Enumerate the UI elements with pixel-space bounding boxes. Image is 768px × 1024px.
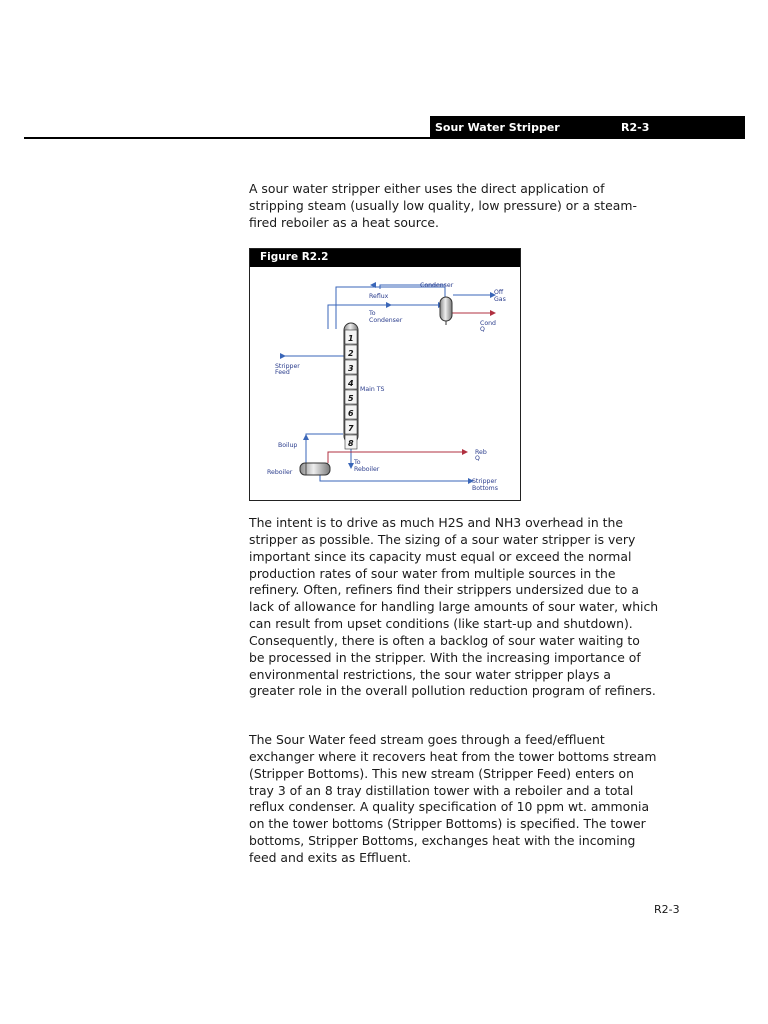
figure-r2-2: [249, 248, 521, 501]
tray-6: [345, 405, 357, 419]
header-rule: [24, 137, 745, 139]
energy-arrows: [462, 310, 496, 455]
label-to-condenser-line2: Condenser: [369, 317, 403, 324]
figure-caption: [250, 249, 520, 267]
tray-1: [345, 330, 357, 344]
tray-5: [345, 390, 357, 404]
header-page-number: R2-3: [621, 121, 650, 134]
label-cond-q-line1: Cond: [480, 320, 496, 327]
intro-paragraph: A sour water stripper either uses the direct application of stripping steam (usually low quality, low pressure) or a steam-fired reboiler as a heat source.: [249, 181, 637, 230]
tray-7: [345, 420, 357, 434]
footer-page-number: R2-3: [654, 903, 680, 916]
figure-caption-text: Figure R2.2: [260, 251, 329, 263]
label-reboiler: Reboiler: [267, 469, 293, 476]
tray-7-label: 7: [348, 424, 354, 433]
header-title: Sour Water Stripper: [435, 121, 560, 134]
tray-4-label: 4: [348, 379, 354, 388]
running-header: [430, 116, 745, 139]
feed-paragraph: The Sour Water feed stream goes through a feed/effluent exchanger where it recovers heat from the tower bottoms stream (Stripper Bottoms). This new stream (Stripper Feed) enters on tray 3 of an 8 tray distillation tower with a reboiler and a total reflux condenser. A quality specification of 10 ppm wt. ammonia on the tower bottoms (Stripper Bottoms) is specified. The tower bottoms, Stripper Bottoms, exchanges heat with the incoming feed and exits as Effluent.: [249, 732, 657, 865]
label-reflux: Reflux: [369, 293, 389, 300]
flowsheet-diagram: [250, 267, 520, 500]
label-condenser: Condenser: [420, 282, 454, 289]
label-main-ts: Main TS: [360, 386, 385, 393]
tray-3-label: 3: [348, 364, 354, 373]
tray-6-label: 6: [348, 409, 354, 418]
label-to-reboiler-line2: Reboiler: [354, 466, 380, 473]
tray-3: [345, 360, 357, 374]
label-to-condenser-line1: To: [369, 310, 376, 317]
label-to-reboiler-line1: To: [354, 459, 361, 466]
tray-8-label: 8: [348, 439, 354, 448]
tray-1-label: 1: [348, 334, 354, 343]
label-stripper-bottoms-line2: Bottoms: [472, 485, 498, 492]
label-stripper-bottoms-line1: Stripper: [472, 478, 497, 485]
label-cond-q-line2: Q: [480, 326, 485, 333]
label-stripper-feed-line2: Feed: [275, 369, 290, 376]
label-off-gas-line1: Off: [494, 289, 504, 296]
stream-reb-q: [328, 452, 462, 463]
tray-4: [345, 375, 357, 389]
reboiler-vessel: [300, 463, 330, 475]
tray-8: [345, 435, 357, 449]
stream-stripper-bottoms: [320, 469, 468, 481]
condenser-vessel: [440, 297, 452, 325]
stream-boilup: [306, 434, 343, 465]
label-boilup: Boilup: [278, 442, 298, 449]
label-off-gas-line2: Gas: [494, 296, 506, 303]
intent-paragraph: The intent is to drive as much H2S and NH3 overhead in the stripper as possible. The sizing of a sour water stripper is very important since its capacity must equal or exceed the normal production rates of sour water from multiple sources in the refinery. Often, refiners find their strippers undersized due to a lack of allowance for handling large amounts of sour water, which can result from upset conditions (like start-up and shutdown). Consequently, there is often a backlog of sour water waiting to be processed in the stripper. With the increasing importance of environmental restrictions, the sour water stripper plays a greater role in the overall pollution reduction program of refiners.: [249, 515, 659, 699]
tray-2-label: 2: [348, 349, 354, 358]
tray-5-label: 5: [348, 394, 354, 403]
label-reb-q-line2: Q: [475, 455, 480, 462]
tray-2: [345, 345, 357, 359]
label-stripper-feed-line1: Stripper: [275, 363, 300, 370]
label-reb-q-line1: Reb: [475, 449, 487, 456]
